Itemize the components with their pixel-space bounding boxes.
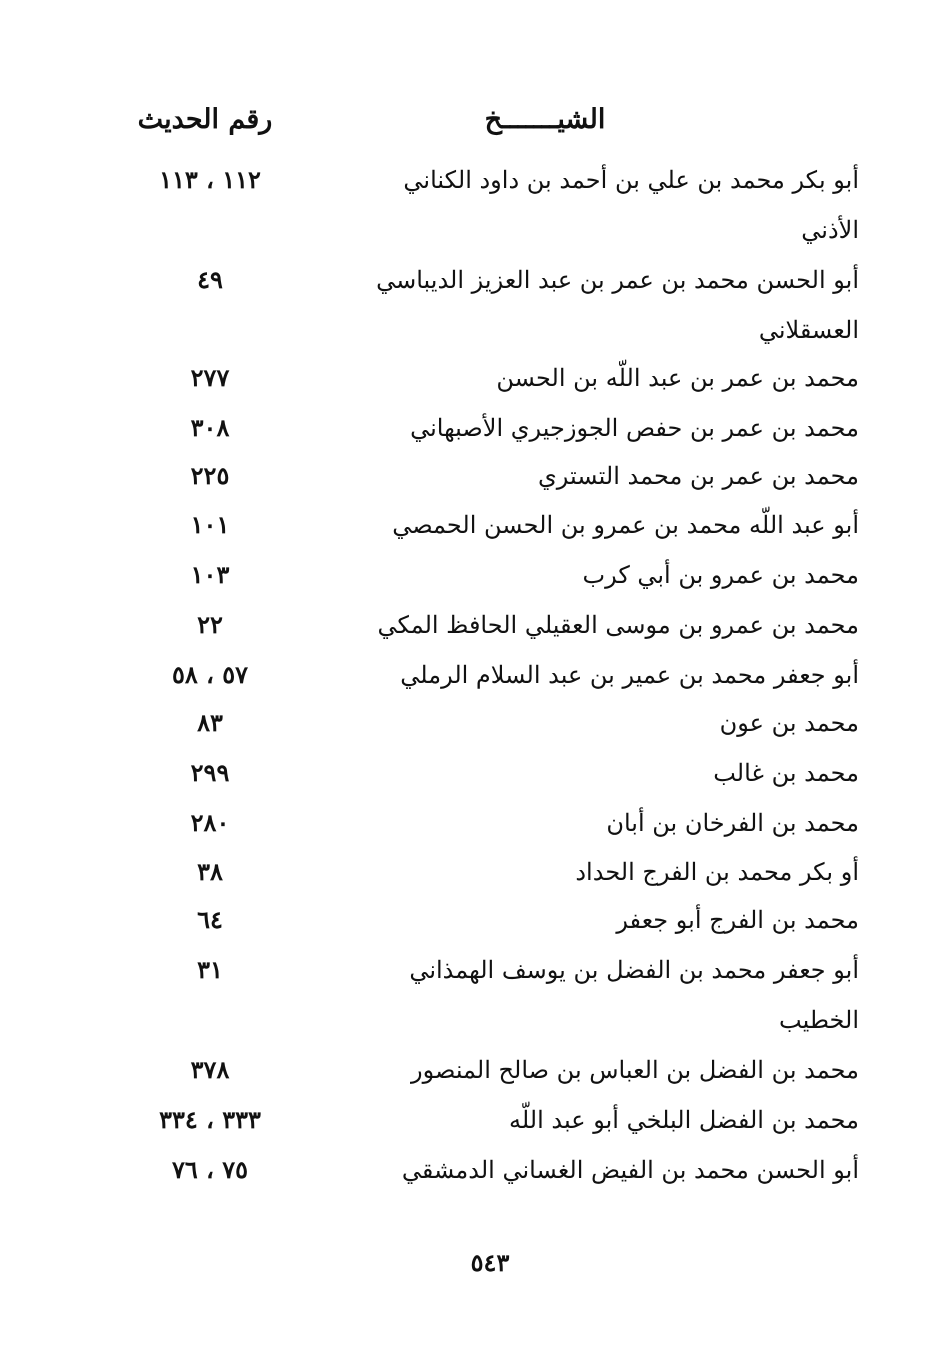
sheikh-name: محمد بن عمر بن حفص الجوزجيري الأصبهاني	[410, 414, 859, 442]
sheikh-name: محمد بن عمر بن محمد التستري	[537, 462, 859, 490]
index-row	[0, 1095, 937, 1145]
index-row	[0, 1145, 937, 1195]
index-row-continuation	[0, 205, 937, 255]
hadith-number: ٥٧ ، ٥٨	[171, 660, 249, 689]
page-number: ٥٤٣	[470, 1248, 510, 1277]
hadith-number: ٢٧٧	[190, 363, 230, 392]
hadith-number: ٣١	[197, 955, 223, 984]
sheikh-name: محمد بن الفرخان بن أبان	[606, 809, 859, 837]
sheikh-name: محمد بن عون	[719, 709, 859, 737]
header-sheikh: الشيـــــــخ	[484, 104, 606, 135]
sheikh-name: أبو الحسن محمد بن عمر بن عبد العزيز الديباسي	[376, 266, 859, 294]
hadith-number: ٦٤	[197, 905, 223, 934]
index-row	[0, 650, 937, 700]
hadith-number: ٣٣٣ ، ٣٣٤	[159, 1105, 261, 1134]
hadith-number: ٢٨٠	[190, 808, 230, 837]
sheikh-name: العسقلاني	[758, 316, 859, 344]
sheikh-name: محمد بن غالب	[713, 759, 859, 787]
hadith-number: ١١٢ ، ١١٣	[159, 165, 261, 194]
hadith-number: ٧٥ ، ٧٦	[171, 1155, 249, 1184]
index-row	[0, 945, 937, 995]
sheikh-name: أبو جعفر محمد بن الفضل بن يوسف الهمذاني	[409, 956, 859, 984]
index-row-continuation	[0, 305, 937, 355]
index-row	[0, 748, 937, 798]
sheikh-name: أو بكر محمد بن الفرج الحداد	[575, 858, 859, 886]
hadith-number: ٢٩٩	[190, 758, 230, 787]
index-row	[0, 353, 937, 403]
hadith-number: ٢٢٥	[190, 461, 230, 490]
index-row	[0, 255, 937, 305]
index-row	[0, 1045, 937, 1095]
sheikh-name: محمد بن عمرو بن أبي كرب	[582, 561, 859, 589]
hadith-number: ٢٢	[197, 610, 223, 639]
sheikh-name: محمد بن عمرو بن موسى العقيلي الحافظ المكي	[377, 611, 859, 639]
index-row	[0, 798, 937, 848]
hadith-number: ١٠١	[190, 510, 230, 539]
index-row	[0, 403, 937, 453]
hadith-number: ١٠٣	[190, 560, 230, 589]
hadith-number: ٣٠٨	[190, 413, 230, 442]
index-row	[0, 895, 937, 945]
sheikh-name: محمد بن الفضل بن العباس بن صالح المنصور	[411, 1056, 859, 1084]
hadith-number: ٨٣	[197, 708, 223, 737]
sheikh-name: محمد بن الفرج أبو جعفر	[616, 906, 859, 934]
header-hadith-number: رقم الحديث	[137, 104, 273, 135]
sheikh-name: الأذني	[801, 216, 859, 244]
index-row	[0, 847, 937, 897]
hadith-number: ٣٨	[197, 857, 223, 886]
hadith-number: ٣٧٨	[190, 1055, 230, 1084]
sheikh-name: محمد بن الفضل البلخي أبو عبد اللّه	[508, 1106, 859, 1134]
sheikh-name: محمد بن عمر بن عبد اللّه بن الحسن	[496, 364, 859, 392]
sheikh-name: أبو بكر محمد بن علي بن أحمد بن داود الكناني	[403, 166, 859, 194]
index-row-continuation	[0, 995, 937, 1045]
sheikh-name: الخطيب	[779, 1006, 859, 1034]
index-row	[0, 600, 937, 650]
index-row	[0, 550, 937, 600]
hadith-number: ٤٩	[197, 265, 223, 294]
sheikh-name: أبو الحسن محمد بن الفيض الغساني الدمشقي	[401, 1156, 859, 1184]
index-row	[0, 698, 937, 748]
index-row	[0, 155, 937, 205]
sheikh-name: أبو جعفر محمد بن عمير بن عبد السلام الرملي	[400, 661, 859, 689]
index-row	[0, 500, 937, 550]
index-row	[0, 451, 937, 501]
sheikh-name: أبو عبد اللّه محمد بن عمرو بن الحسن الحمصي	[392, 511, 859, 539]
